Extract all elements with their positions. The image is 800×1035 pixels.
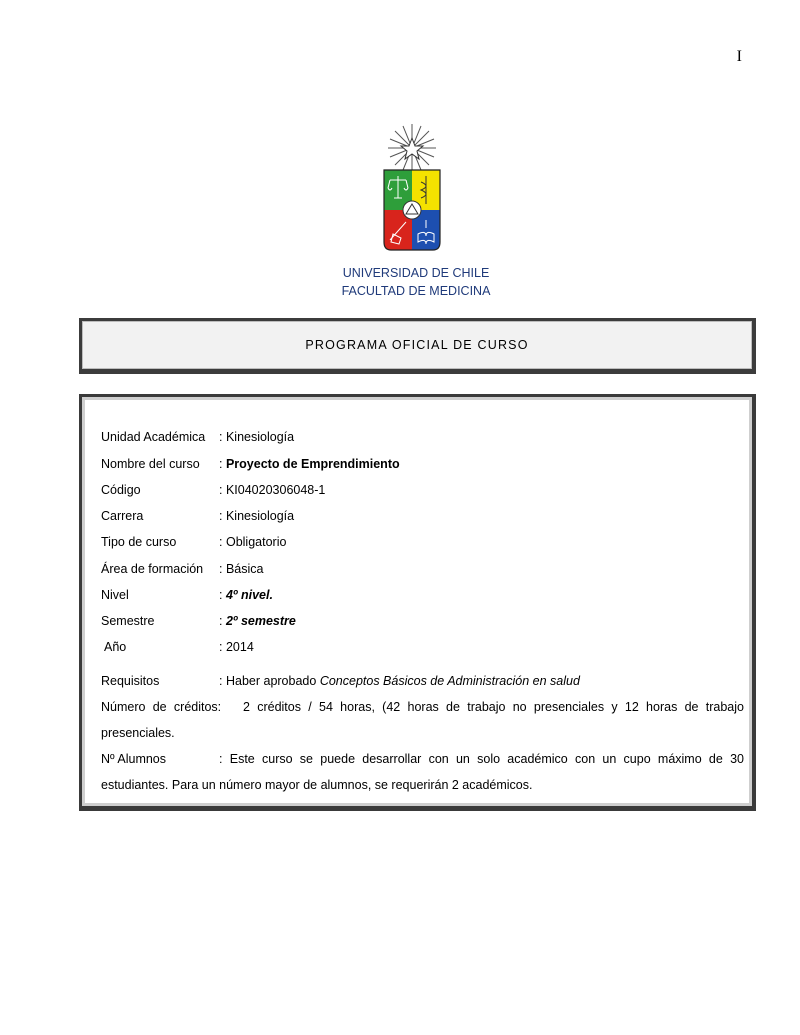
field-nombre [101, 457, 400, 471]
field-anio [101, 640, 254, 654]
field-value: Conceptos Básicos de Administración en salud [319, 674, 580, 688]
separator: : [219, 752, 223, 766]
separator: : [219, 430, 223, 444]
field-value: 2º semestre [225, 614, 296, 628]
field-value: Kinesiología [225, 509, 295, 523]
field-value: Básica [225, 562, 264, 576]
field-label: Unidad Académica [101, 430, 206, 444]
university-coat-of-arms-icon [375, 124, 449, 252]
field-label: Carrera [101, 509, 144, 523]
field-creditos [101, 694, 744, 746]
field-value: 2 créditos / 54 horas, (42 horas de trabajo no presenciales y 12 horas de trabajo presenciales. [101, 700, 744, 740]
field-codigo [101, 483, 325, 497]
field-label: Código [101, 483, 141, 497]
field-value: Kinesiología [225, 430, 295, 444]
field-value: Este curso se puede desarrollar con un solo académico con un cupo máximo de 30 estudiantes. Para un número mayor de alumnos, se requerirán 2 académicos. [101, 752, 744, 792]
field-unidad [101, 430, 294, 444]
field-nivel [101, 588, 273, 602]
separator: : [219, 614, 223, 628]
field-carrera [101, 509, 294, 523]
separator: : [219, 457, 223, 471]
field-value: 4º nivel. [225, 588, 273, 602]
field-value: 2014 [225, 640, 254, 654]
course-info-box [79, 394, 756, 811]
field-label: Nº Alumnos [101, 752, 167, 766]
field-value-prefix: Haber aprobado [225, 674, 317, 688]
separator: : [219, 640, 223, 654]
field-label: Nivel [101, 588, 129, 602]
page-number: I [736, 48, 742, 65]
field-alumnos [101, 746, 744, 798]
field-tipo [101, 535, 286, 549]
field-label: Número de créditos: [101, 700, 222, 714]
separator: : [219, 562, 223, 576]
field-label: Nombre del curso [101, 457, 200, 471]
field-semestre [101, 614, 296, 628]
separator: : [219, 535, 223, 549]
separator: : [219, 674, 223, 688]
separator: : [219, 483, 223, 497]
course-info-inner [82, 397, 752, 806]
document-title: PROGRAMA OFICIAL DE CURSO [82, 321, 752, 369]
field-label: Área de formación [101, 562, 204, 576]
title-box [79, 318, 756, 374]
separator: : [219, 509, 223, 523]
field-area [101, 562, 264, 576]
separator: : [219, 588, 223, 602]
field-value: KI04020306048-1 [225, 483, 326, 497]
field-value: Proyecto de Emprendimiento [225, 457, 400, 471]
field-label: Tipo de curso [101, 535, 177, 549]
field-label: Requisitos [101, 674, 160, 688]
field-requisitos [101, 674, 580, 688]
university-name: UNIVERSIDAD DE CHILE [342, 266, 490, 280]
field-label: Semestre [101, 614, 155, 628]
faculty-name: FACULTAD DE MEDICINA [341, 284, 491, 298]
field-value: Obligatorio [225, 535, 287, 549]
field-label: Año [104, 640, 127, 654]
